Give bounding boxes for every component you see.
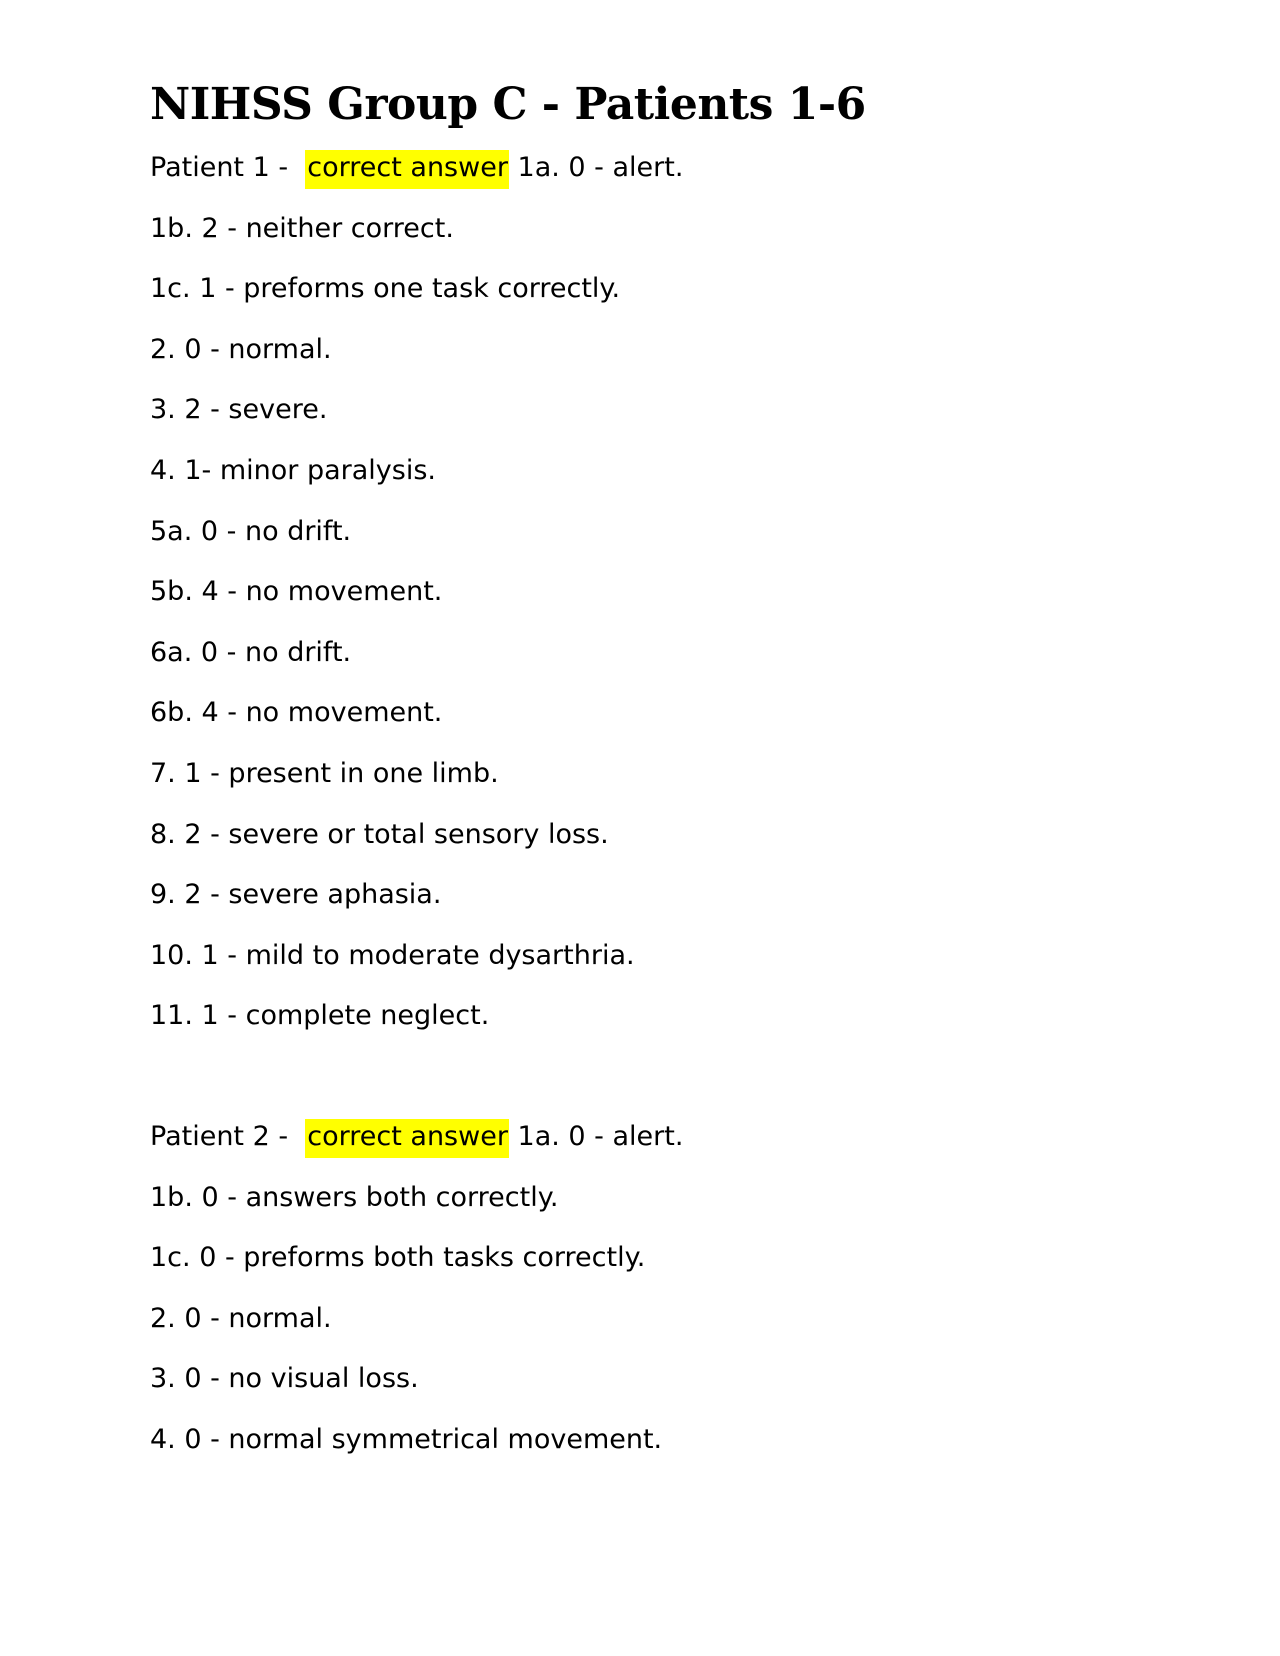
answer-line: 4. 0 - normal symmetrical movement. (150, 1423, 663, 1455)
answer-line: 9. 2 - severe aphasia. (150, 879, 442, 911)
answer-line: 10. 1 - mild to moderate dysarthria. (150, 939, 635, 971)
highlighted-text: correct answer (305, 150, 509, 189)
answer-line: 5a. 0 - no drift. (150, 515, 352, 547)
answer-line: 2. 0 - normal. (150, 1302, 332, 1334)
answer-line: 6a. 0 - no drift. (150, 636, 352, 668)
patient-label: Patient 1 - (150, 152, 297, 183)
answer-text: 1a. 0 - alert. (517, 152, 684, 183)
document-page (150, 74, 1150, 1480)
paragraph-spacer (150, 1057, 1150, 1117)
patient-block-1 (150, 148, 1150, 1057)
answer-line: 5b. 4 - no movement. (150, 576, 443, 608)
answer-line: 3. 0 - no visual loss. (150, 1363, 419, 1395)
answer-line: 11. 1 - complete neglect. (150, 1000, 490, 1032)
answer-line: 3. 2 - severe. (150, 394, 328, 426)
answer-text: 1a. 0 - alert. (517, 1120, 684, 1152)
patient-header (150, 1117, 1150, 1178)
answer-line: 1b. 2 - neither correct. (150, 212, 454, 244)
document-title: NIHSS Group C - Patients 1-6 (150, 79, 866, 130)
answer-line: 7. 1 - present in one limb. (150, 757, 499, 789)
answer-line: 4. 1- minor paralysis. (150, 454, 436, 486)
answer-line: 1b. 0 - answers both correctly. (150, 1181, 559, 1213)
patient-label: Patient 2 - (150, 1120, 297, 1152)
highlighted-text: correct answer (305, 1119, 509, 1158)
patient-header (150, 148, 1150, 209)
patient-block-2 (150, 1117, 1150, 1481)
answer-line: 1c. 0 - preforms both tasks correctly. (150, 1242, 646, 1274)
answer-line: 8. 2 - severe or total sensory loss. (150, 818, 609, 850)
answer-line: 6b. 4 - no movement. (150, 697, 443, 729)
answer-line: 2. 0 - normal. (150, 333, 332, 365)
answer-line: 1c. 1 - preforms one task correctly. (150, 273, 621, 305)
